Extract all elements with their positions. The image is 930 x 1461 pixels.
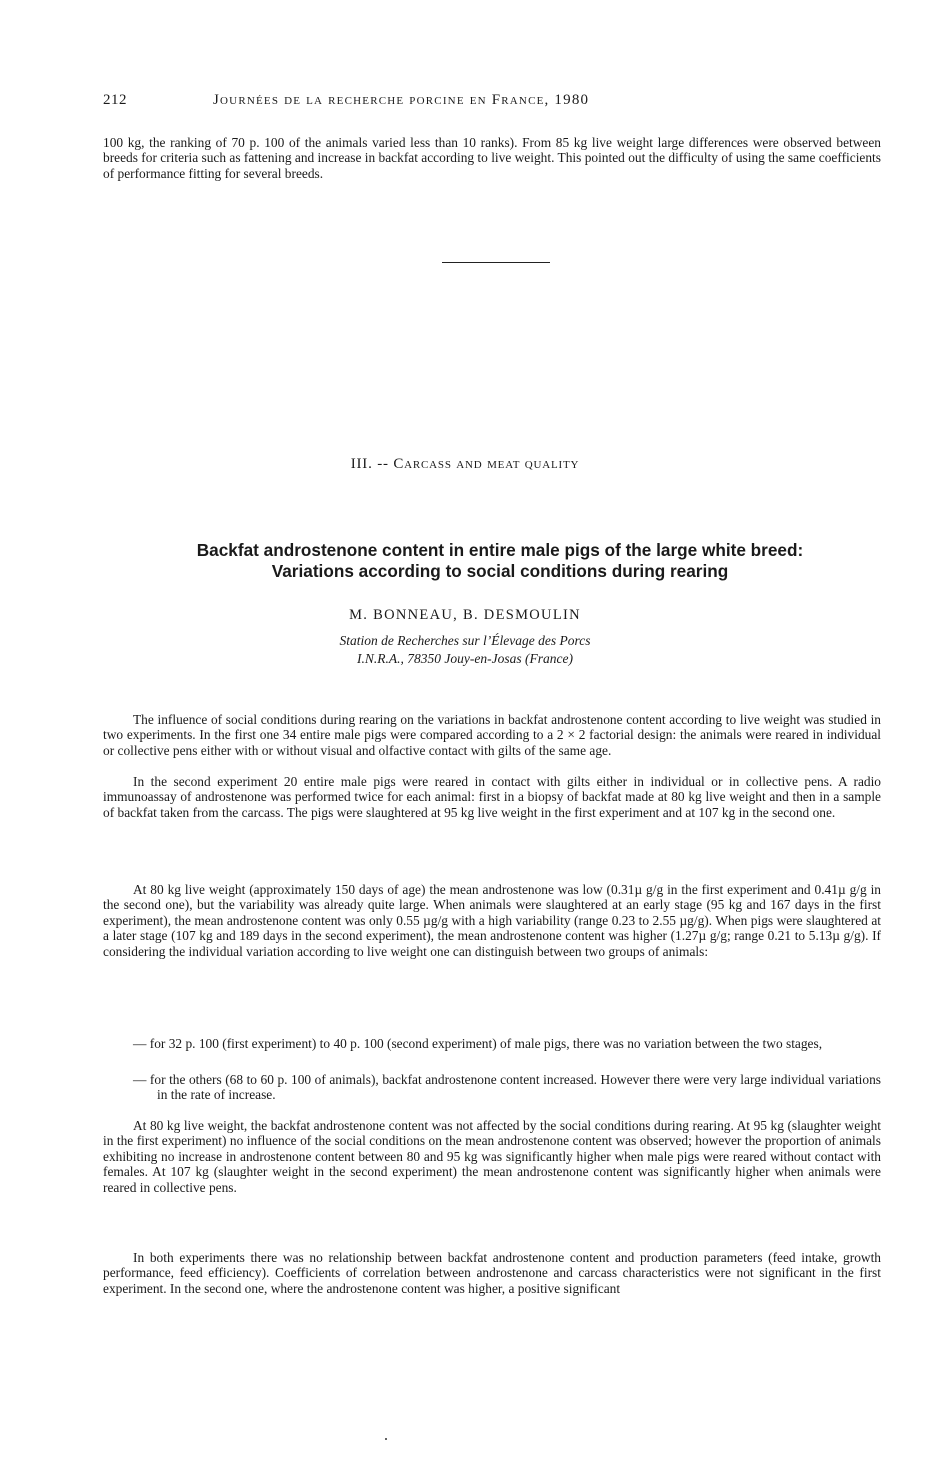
section-numeral: III. — [350, 456, 373, 472]
page-mark — [385, 1438, 387, 1440]
running-header — [103, 92, 803, 114]
list-item-group-1: — for 32 p. 100 (first experiment) to 40 p. 100 (second experiment) of male pigs, there was no variation between the two stages, — [133, 1036, 823, 1051]
article-title-line-2: Variations according to social conditions during rearing — [271, 561, 729, 581]
affiliation-line-2: I.N.R.A., 78350 Jouy-en-Josas (France) — [357, 651, 573, 666]
affiliation-line-1: Station de Recherches sur l’Élevage des Porcs — [339, 633, 591, 648]
page-number: 212 — [103, 92, 127, 108]
abstract-paragraph-1: The influence of social conditions during rearing on the variations in backfat androstenone content according to live weight was studied in two experiments. In the first one 34 entire male pigs were compared according to a 2 × 2 factorial design: the animals were reared in individual or collective pens either with or without visual and olfactive contact with gilts of the same age. — [103, 712, 881, 758]
abstract-paragraph-4: At 80 kg live weight, the backfat androstenone content was not affected by the social conditions during rearing. At 95 kg (slaughter weight in the first experiment) no influence of the social conditions on the mean androstenone content was observed; however the proportion of animals exhibiting no increase in androstenone content between 80 and 95 kg was significantly higher when male pigs were reared without contact with females. At 107 kg (slaughter weight in the second experiment) the mean androstenone content was significantly higher when animals were reared in collective pens. — [103, 1118, 881, 1195]
section-divider-rule — [442, 262, 550, 263]
section-dash: -- — [372, 456, 394, 472]
section-title: Carcass and meat quality — [393, 456, 580, 472]
article-title-line-1: Backfat androstenone content in entire male pigs of the large white breed: — [196, 540, 804, 560]
list-item-group-2: — for the others (68 to 60 p. 100 of animals), backfat androstenone content increased. However there were very large individual variations in the rate of increase. — [133, 1072, 881, 1103]
abstract-paragraph-2: In the second experiment 20 entire male pigs were reared in contact with gilts either in individual or in collective pens. A radio immunoassay of androstenone was performed twice for each animal: first in a biopsy of backfat made at 80 kg live weight and then in a sample of backfat taken from the carcass. The pigs were slaughtered at 95 kg live weight in the first experiment and at 107 kg in the second one. — [103, 774, 881, 820]
abstract-paragraph-3: At 80 kg live weight (approximately 150 days of age) the mean androstenone was low (0.31µ g/g in the first experiment and 0.41µ g/g in the second one), but the variability was already quite large. When animals were slaughtered at an early stage (95 kg and 167 days in the first experiment), the mean androstenone content was only 0.55 µg/g with a high variability (range 0.23 to 2.55 µg/g). When pigs were slaughtered at a later stage (107 kg and 189 days in the second experiment), the mean androstenone content was higher (1.27µ g/g; range 0.21 to 5.13µ g/g). If considering the individual variation according to live weight one can distinguish between two groups of animals: — [103, 882, 881, 959]
abstract-paragraph-5: In both experiments there was no relationship between backfat androstenone content and production parameters (feed intake, growth performance, feed efficiency). Coefficients of correlation between androstenone and carcass characteristics were not significant in the first experiment. In the second one, where the androstenone content was higher, a positive significant — [103, 1250, 881, 1296]
section-heading — [0, 456, 930, 473]
running-title: Journées de la recherche porcine en France, 1980 — [213, 92, 590, 108]
article-title — [90, 540, 910, 582]
intro-paragraph: 100 kg, the ranking of 70 p. 100 of the animals varied less than 10 ranks). From 85 kg live weight large differences were observed between breeds for criteria such as fattening and increase in backfat according to live weight. This pointed out the difficulty of using the same coefficients of performance fitting for several breeds. — [103, 135, 881, 181]
authors: M. BONNEAU, B. DESMOULIN — [349, 607, 581, 623]
